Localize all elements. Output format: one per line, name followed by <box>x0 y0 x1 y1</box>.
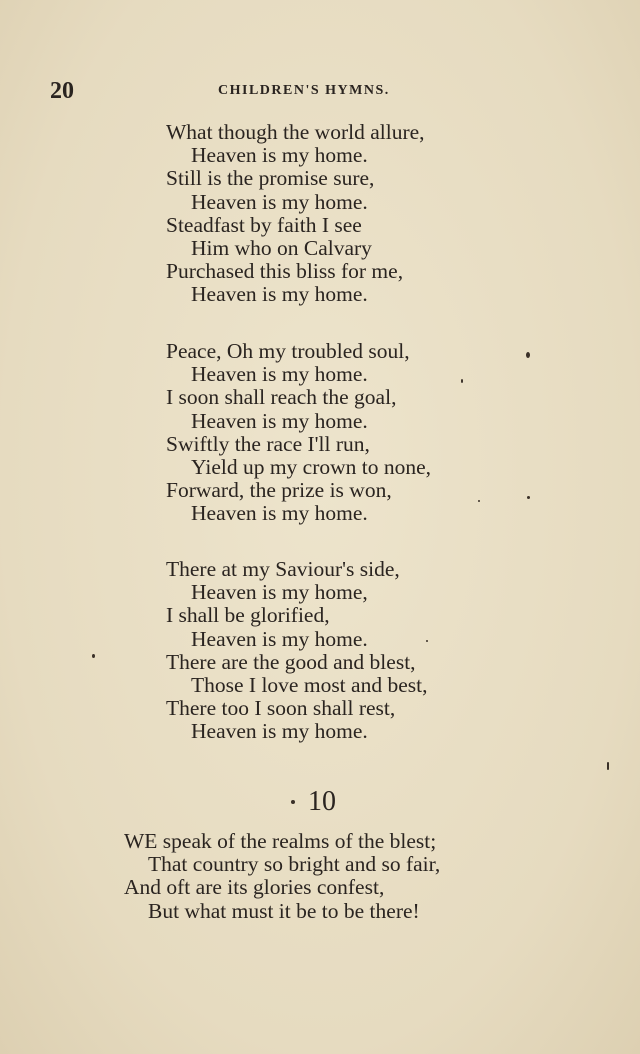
running-head: CHILDREN'S HYMNS. <box>218 83 390 98</box>
verse-line: Heaven is my home. <box>191 501 368 526</box>
verse-line: Heaven is my home. <box>191 408 368 433</box>
ink-speck <box>461 379 463 383</box>
verse-line: There are the good and blest, <box>166 649 416 674</box>
verse-line: Peace, Oh my troubled soul, <box>166 339 410 363</box>
verse-line: I shall be glorified, <box>166 603 330 628</box>
verse-line: Those I love most and best, <box>191 673 428 698</box>
hymn-10-stanza <box>124 830 604 923</box>
page-number: 20 <box>50 78 74 104</box>
verse-line: Yield up my crown to none, <box>191 455 432 480</box>
verse-line: Still is the promise sure, <box>166 166 375 191</box>
verse-line: Heaven is my home. <box>191 626 368 651</box>
verse-line: Heaven is my home. <box>191 282 368 307</box>
stanza-1 <box>166 121 606 307</box>
hymn-number-dot <box>291 800 295 804</box>
verse-line: Heaven is my home. <box>191 189 368 214</box>
verse-line: Swiftly the race I'll run, <box>166 431 370 456</box>
verse-line: Heaven is my home. <box>191 362 368 387</box>
ink-speck <box>607 762 609 770</box>
verse-line: Heaven is my home, <box>191 580 368 605</box>
ink-speck <box>526 352 530 358</box>
ink-speck <box>426 640 428 642</box>
ink-speck <box>478 500 480 502</box>
verse-line: But what must it be to be there! <box>148 898 420 923</box>
verse-line: WE speak of the realms of the blest; <box>124 829 437 853</box>
ink-speck <box>92 654 95 658</box>
verse-line: Forward, the prize is won, <box>166 478 392 503</box>
verse-line: Heaven is my home. <box>191 143 368 168</box>
ink-speck <box>527 496 530 499</box>
stanza-3 <box>166 558 606 744</box>
verse-line: Heaven is my home. <box>191 719 368 744</box>
verse-line: And oft are its glories confest, <box>124 875 385 900</box>
verse-line: Purchased this bliss for me, <box>166 259 404 284</box>
hymn-number: 10 <box>308 786 336 817</box>
verse-line: I soon shall reach the goal, <box>166 385 397 410</box>
verse-line: Him who on Calvary <box>191 236 372 261</box>
stanza-2 <box>166 340 606 526</box>
verse-line: What though the world allure, <box>166 120 425 144</box>
page-header <box>0 78 640 104</box>
verse-line: That country so bright and so fair, <box>148 852 441 877</box>
verse-line: There at my Saviour's side, <box>166 557 400 581</box>
verse-line: Steadfast by faith I see <box>166 212 362 237</box>
verse-line: There too I soon shall rest, <box>166 696 396 721</box>
